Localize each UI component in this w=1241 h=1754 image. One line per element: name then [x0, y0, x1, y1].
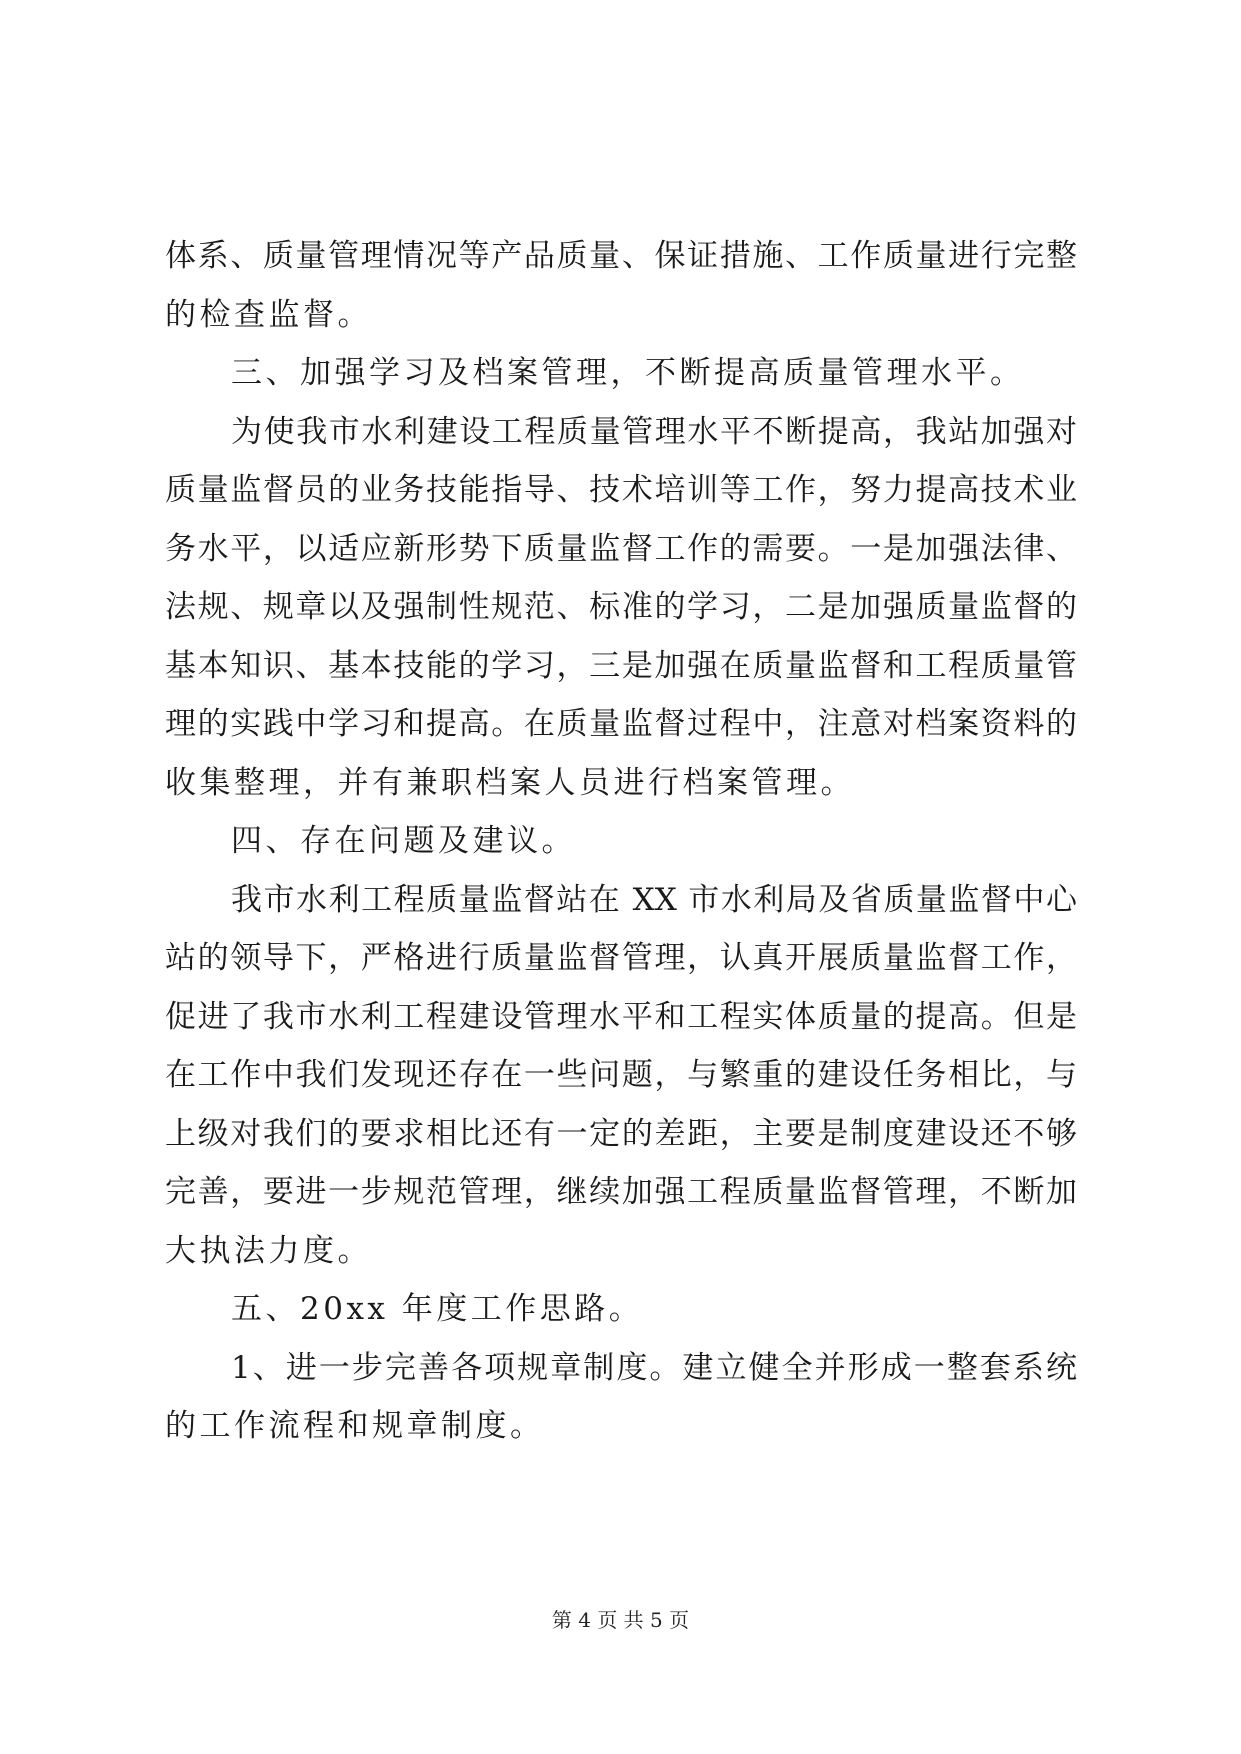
page-footer: 第 4 页 共 5 页 [551, 1608, 690, 1632]
text-line: 收集整理，并有兼职档案人员进行档案管理。 [165, 764, 855, 801]
text-line: 五、20xx 年度工作思路。 [231, 1291, 644, 1327]
document-body [165, 227, 1077, 1456]
text-line: 上级对我们的要求相比还有一定的差距，主要是制度建设还不够 [165, 1115, 1077, 1152]
text-line: 的检查监督。 [165, 296, 372, 333]
text-line: 的工作流程和规章制度。 [165, 1408, 545, 1444]
text-line: 四、存在问题及建议。 [231, 823, 576, 859]
text-line: 我市水利工程质量监督站在 XX 市水利局及省质量监督中心 [231, 881, 1077, 918]
text-line: 体系、质量管理情况等产品质量、保证措施、工作质量进行完整 [165, 238, 1077, 274]
text-line: 三、加强学习及档案管理，不断提高质量管理水平。 [231, 355, 1025, 391]
text-line: 基本知识、基本技能的学习，三是加强在质量监督和工程质量管 [165, 647, 1077, 684]
text-line: 1、进一步完善各项规章制度。建立健全并形成一整套系统 [231, 1349, 1077, 1386]
text-line: 质量监督员的业务技能指导、技术培训等工作，努力提高技术业 [165, 472, 1077, 508]
text-line: 在工作中我们发现还存在一些问题，与繁重的建设任务相比，与 [165, 1057, 1077, 1093]
text-line: 促进了我市水利工程建设管理水平和工程实体质量的提高。但是 [165, 998, 1077, 1035]
text-line: 法规、规章以及强制性规范、标准的学习，二是加强质量监督的 [165, 589, 1077, 625]
text-line: 务水平，以适应新形势下质量监督工作的需要。一是加强法律、 [165, 530, 1077, 567]
text-line: 大执法力度。 [165, 1232, 372, 1269]
text-line: 为使我市水利建设工程质量管理水平不断提高，我站加强对 [231, 413, 1077, 450]
text-line: 站的领导下，严格进行质量监督管理，认真开展质量监督工作， [165, 940, 1077, 976]
text-line: 理的实践中学习和提高。在质量监督过程中，注意对档案资料的 [165, 706, 1077, 742]
text-line: 完善，要进一步规范管理，继续加强工程质量监督管理，不断加 [165, 1174, 1077, 1210]
